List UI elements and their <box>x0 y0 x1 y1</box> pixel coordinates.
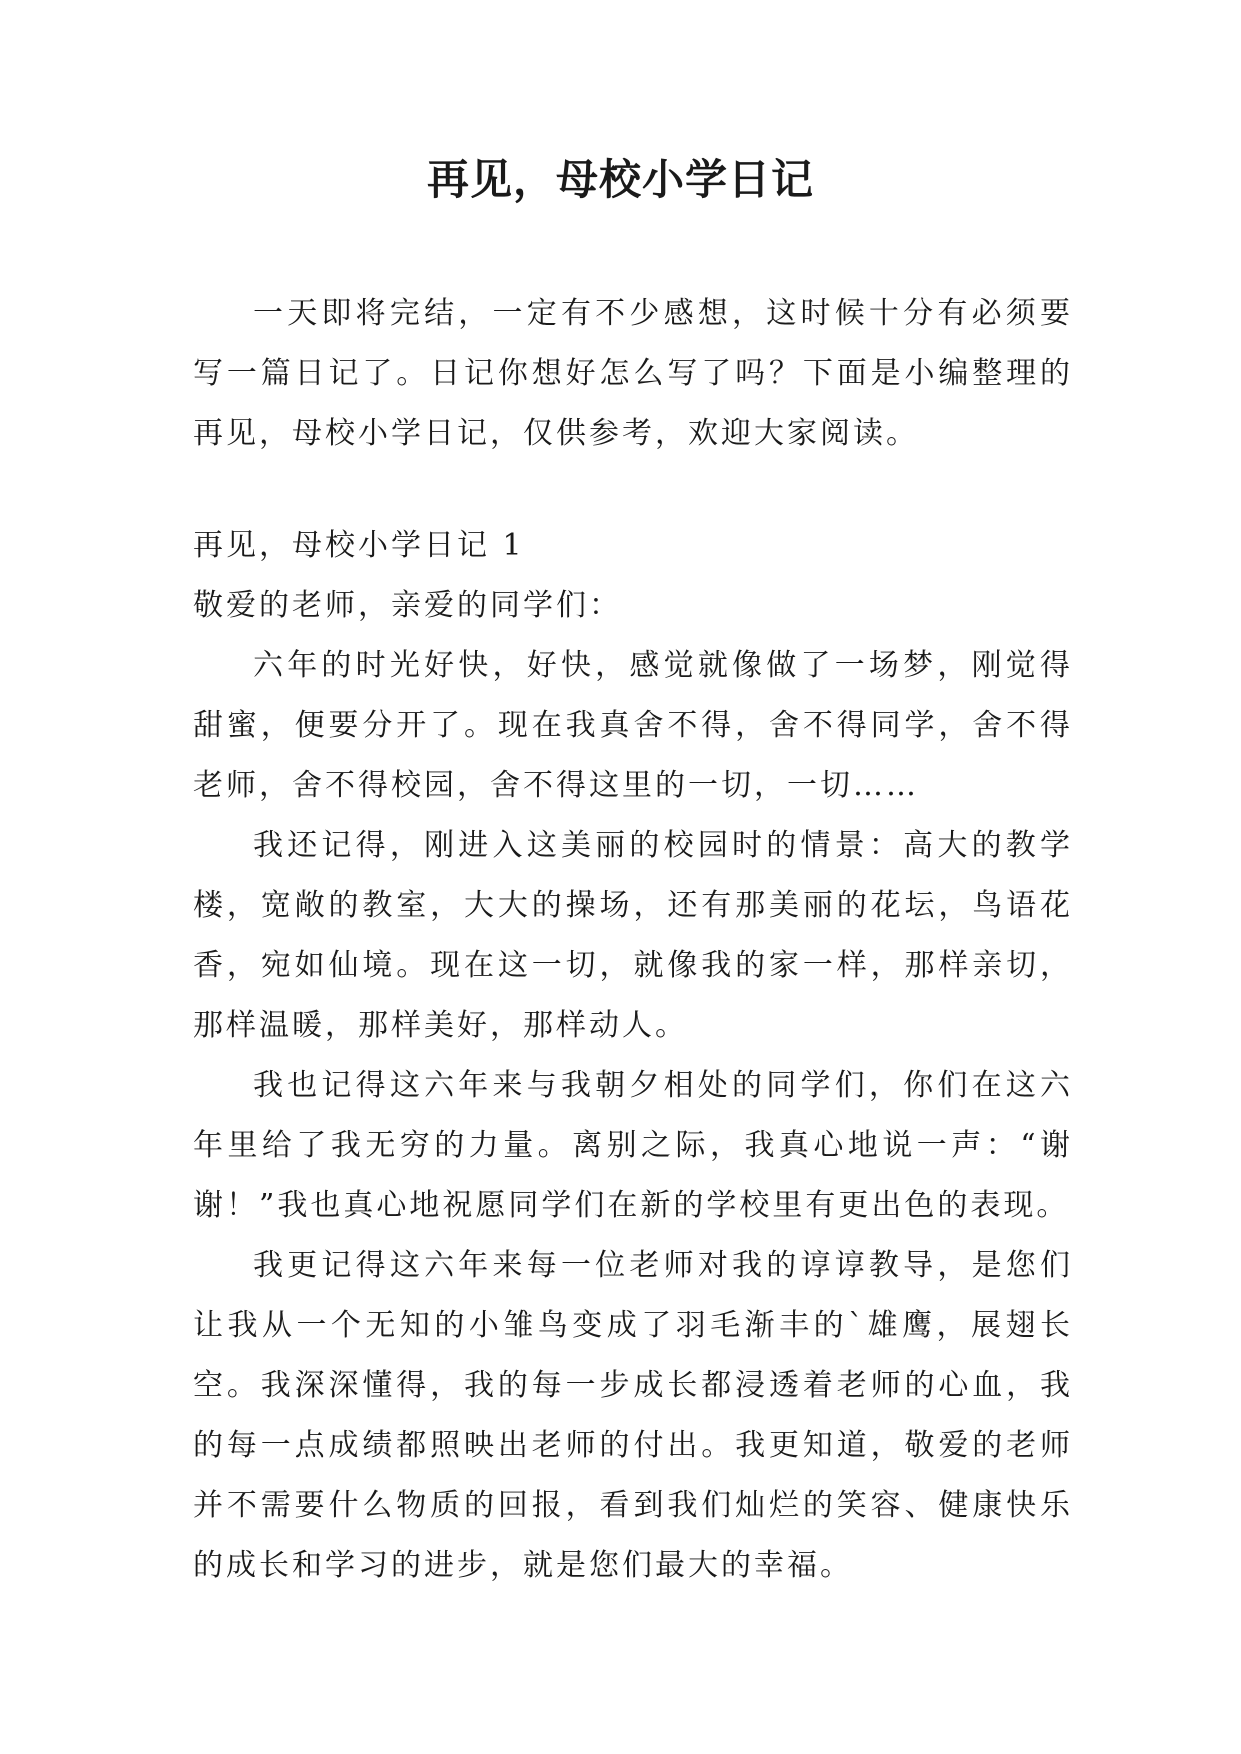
document-body <box>193 284 1073 1596</box>
salutation: 敬爱的老师，亲爱的同学们： <box>193 588 622 623</box>
body-paragraph: 我也记得这六年来与我朝夕相处的同学们，你们在这六年里给了我无穷的力量。离别之际，我真心地说一声：“谢谢！”我也真心地祝愿同学们在新的学校里有更出色的表现。 <box>193 1068 1073 1223</box>
section-heading: 再见，母校小学日记 1 <box>193 528 525 563</box>
body-paragraph: 我还记得，刚进入这美丽的校园时的情景：高大的教学楼，宽敞的教室，大大的操场，还有那美丽的花坛，鸟语花香，宛如仙境。现在这一切，就像我的家一样，那样亲切，那样温暖，那样美好，那样动人。 <box>193 828 1073 1043</box>
body-paragraph: 六年的时光好快，好快，感觉就像做了一场梦，刚觉得甜蜜，便要分开了。现在我真舍不得，舍不得同学，舍不得老师，舍不得校园，舍不得这里的一切，一切…… <box>193 648 1073 803</box>
document-title: 再见，母校小学日记 <box>426 155 814 204</box>
section-spacer <box>193 464 1073 516</box>
body-paragraph: 我更记得这六年来每一位老师对我的谆谆教导，是您们让我从一个无知的小雏鸟变成了羽毛渐丰的`雄鹰，展翅长空。我深深懂得，我的每一步成长都浸透着老师的心血，我的每一点成绩都照映出老师的付出。我更知道，敬爱的老师并不需要什么物质的回报，看到我们灿烂的笑容、健康快乐的成长和学习的进步，就是您们最大的幸福。 <box>193 1248 1073 1583</box>
intro-paragraph: 一天即将完结，一定有不少感想，这时候十分有必须要写一篇日记了。日记你想好怎么写了吗？下面是小编整理的再见，母校小学日记，仅供参考，欢迎大家阅读。 <box>193 296 1073 451</box>
